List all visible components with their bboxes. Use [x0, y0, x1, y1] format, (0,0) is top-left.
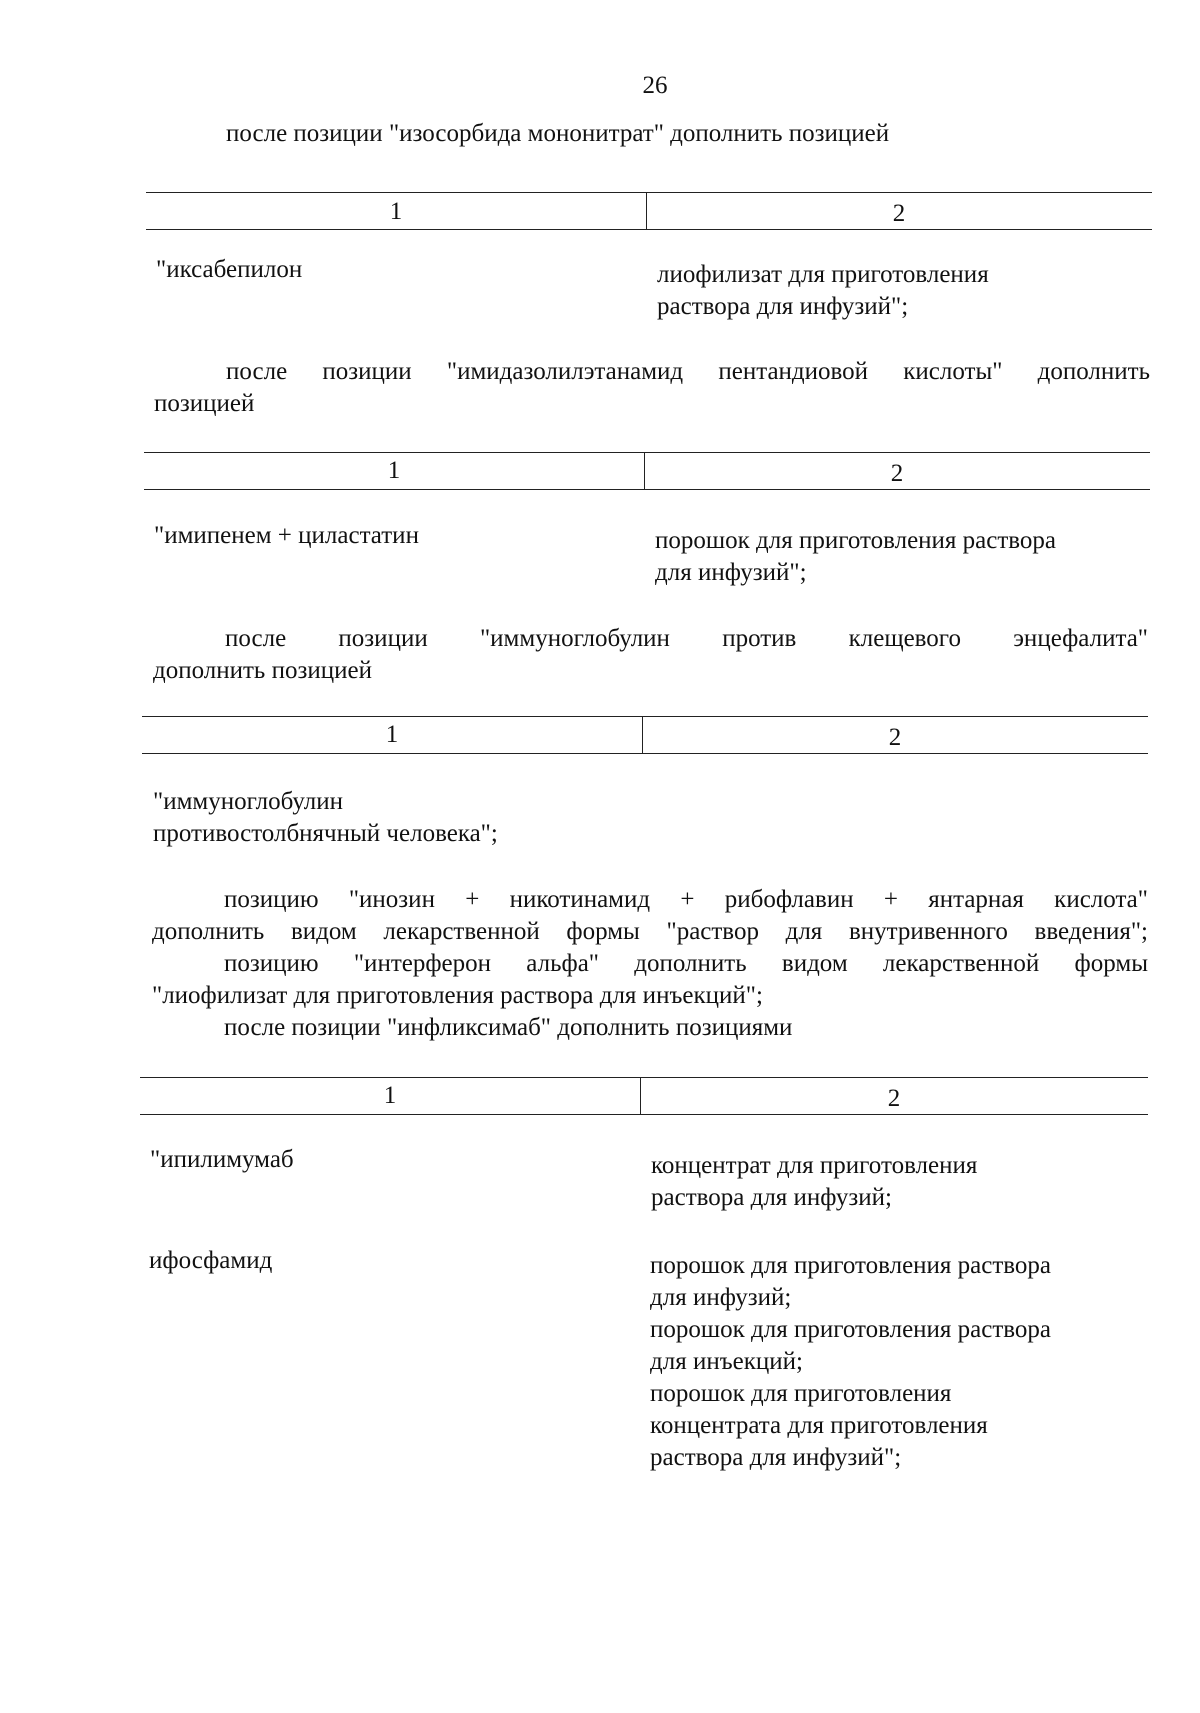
paragraph-line: после позиции "изосорбида мононитрат" дополнить позицией — [226, 120, 890, 147]
table-rule-top — [144, 452, 1150, 453]
table-rule-top — [140, 1077, 1148, 1078]
column-number-1: 1 — [389, 198, 403, 225]
dosage-form-line: для инфузий"; — [655, 559, 807, 586]
paragraph-line: позицией — [154, 390, 255, 417]
drug-name-line: ифосфамид — [149, 1247, 273, 1274]
paragraph-line: позицию "инозин + никотинамид + рибофлавин + янтарная кислота" — [224, 886, 1148, 913]
dosage-form — [650, 1250, 1051, 1474]
dosage-form-line: раствора для инфузий"; — [650, 1444, 902, 1471]
dosage-form-line: для инфузий; — [650, 1284, 792, 1311]
page-number: 26 — [642, 72, 668, 99]
dosage-form-line: лиофилизат для приготовления — [657, 261, 989, 288]
paragraph-line: позицию "интерферон альфа" дополнить видом лекарственной формы — [224, 950, 1148, 977]
dosage-form-line: порошок для приготовления раствора — [650, 1252, 1052, 1279]
dosage-form-line: концентрат для приготовления — [651, 1152, 978, 1179]
paragraph-line: дополнить позицией — [153, 657, 372, 684]
drug-name-line: "иксабепилон — [156, 256, 303, 283]
drug-name — [154, 520, 419, 552]
drug-name — [153, 786, 498, 850]
column-number-2: 2 — [887, 1085, 901, 1112]
dosage-form-line: порошок для приготовления — [650, 1380, 952, 1407]
column-number-1: 1 — [383, 1082, 397, 1109]
dosage-form — [657, 259, 989, 323]
instruction-paragraph — [152, 884, 1148, 1044]
dosage-form-line: раствора для инфузий"; — [657, 293, 909, 320]
column-number-1: 1 — [385, 721, 399, 748]
dosage-form-line: концентрата для приготовления — [650, 1412, 988, 1439]
paragraph-line: дополнить видом лекарственной формы "раствор для внутривенного введения"; — [152, 918, 1148, 945]
drug-name — [156, 254, 302, 286]
drug-name-line: "иммуноглобулин — [153, 788, 343, 815]
drug-name-line: противостолбнячный человека"; — [153, 820, 498, 847]
dosage-form-line: порошок для приготовления раствора — [650, 1316, 1052, 1343]
dosage-form-line: раствора для инфузий; — [651, 1184, 892, 1211]
drug-name-line: "имипенем + циластатин — [154, 522, 419, 549]
instruction-paragraph — [226, 118, 1046, 150]
instruction-paragraph — [154, 356, 1150, 420]
column-number-2: 2 — [888, 724, 902, 751]
dosage-form — [651, 1150, 977, 1214]
table-rule-top — [142, 716, 1148, 717]
column-number-2: 2 — [890, 460, 904, 487]
paragraph-line: после позиции "имидазолилэтанамид пентандиовой кислоты" дополнить — [226, 358, 1150, 385]
column-number-1: 1 — [387, 457, 401, 484]
drug-name — [149, 1245, 272, 1277]
column-number-2: 2 — [892, 200, 906, 227]
paragraph-line: после позиции "инфликсимаб" дополнить позициями — [224, 1014, 793, 1041]
dosage-form — [655, 525, 1056, 589]
instruction-paragraph — [153, 623, 1148, 687]
dosage-form-line: для инъекций; — [650, 1348, 803, 1375]
drug-name-line: "ипилимумаб — [150, 1146, 294, 1173]
paragraph-line: после позиции "иммуноглобулин против клещевого энцефалита" — [225, 625, 1148, 652]
table-rule-top — [146, 192, 1152, 193]
paragraph-line: "лиофилизат для приготовления раствора для инъекций"; — [152, 982, 763, 1009]
dosage-form-line: порошок для приготовления раствора — [655, 527, 1057, 554]
drug-name — [150, 1144, 294, 1176]
